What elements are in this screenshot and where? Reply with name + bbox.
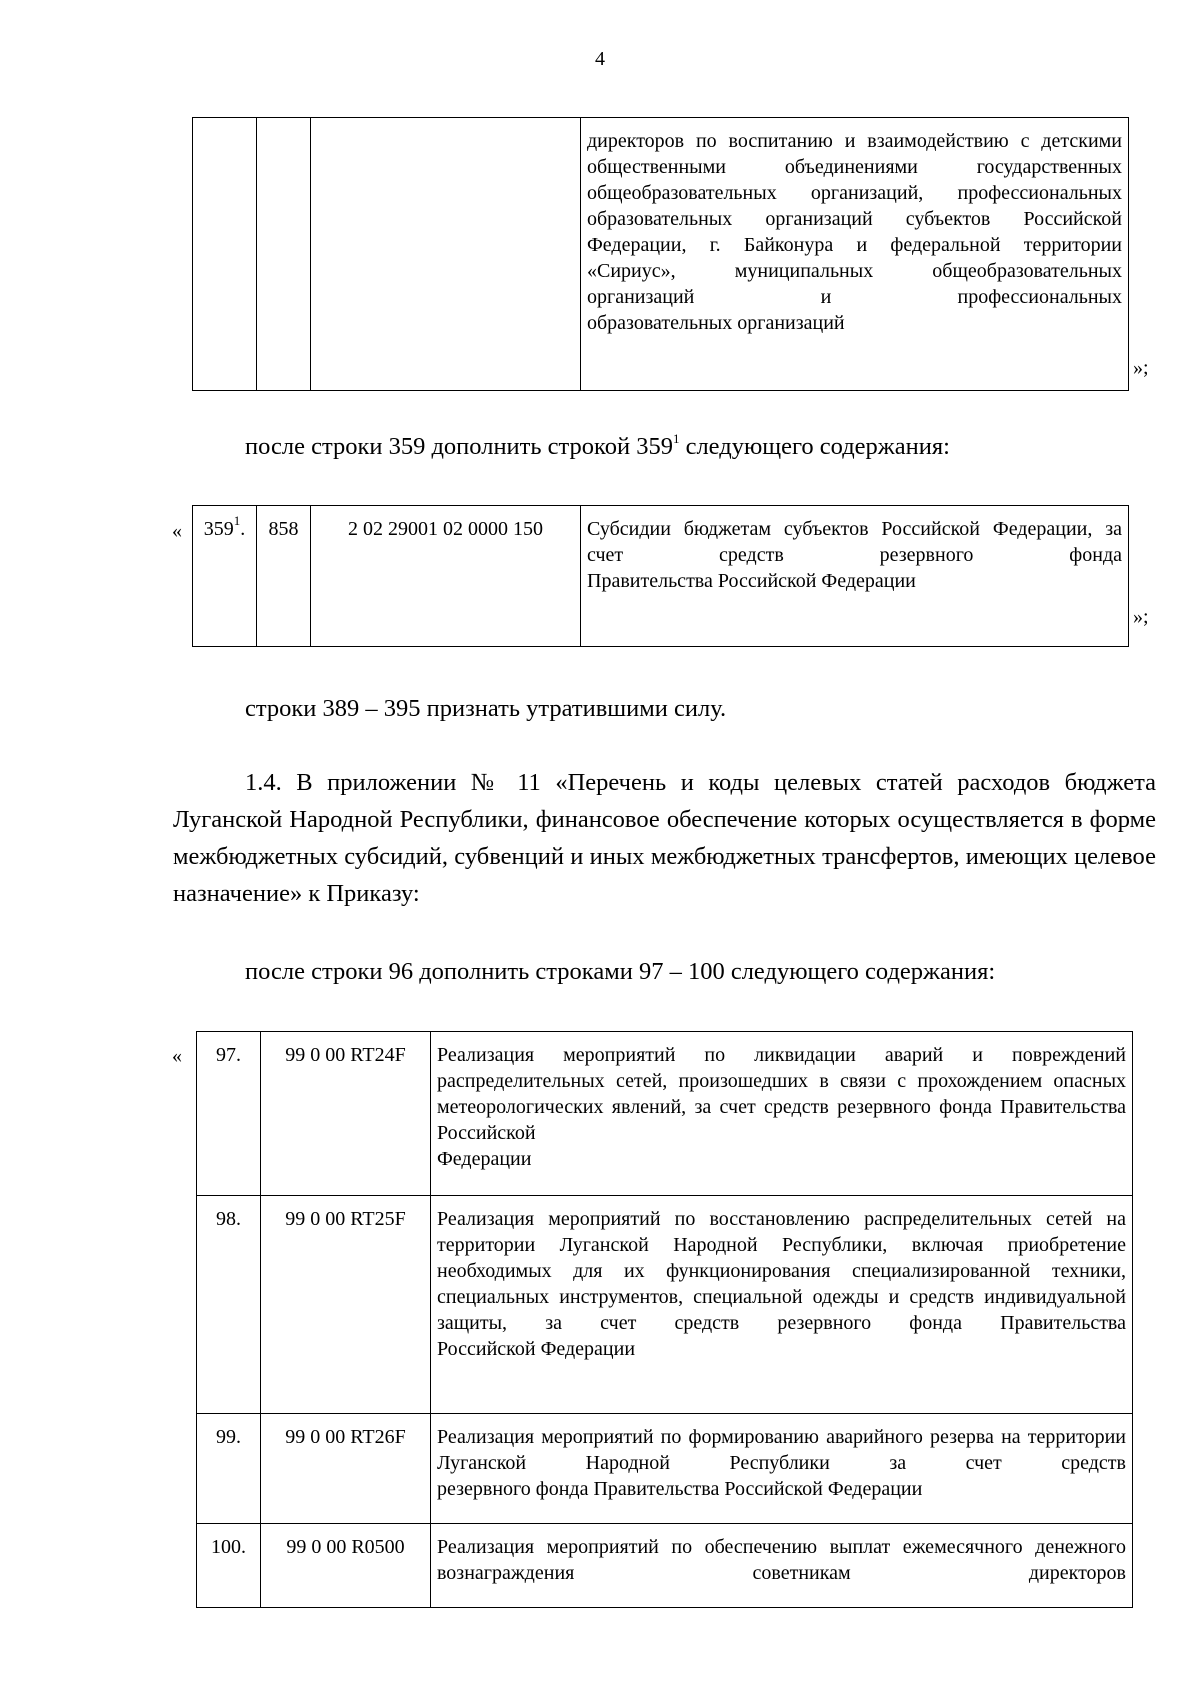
text-line: с детскими общественными объединениями <box>587 130 1123 178</box>
text-line: распределительных сетей, произошедших в связи <box>437 1070 886 1092</box>
text-line: организаций и профессиональных <box>587 286 1122 308</box>
row-number: 97. <box>197 1032 261 1196</box>
section-paragraph: 1.4. В приложении № 11 «Перечень и коды целевых статей расходов бюджета Луганской Народной Республики, финансовое обеспечение которых осуществляется в форме межбюджетных субсидий, субвенций и иных межбюджетных трансфертов, имеющих целевое назначение» к Приказу: <box>173 769 1156 907</box>
budget-code: 2 02 29001 02 0000 150 <box>311 506 581 647</box>
table-cell-empty <box>257 118 311 391</box>
table-row <box>193 506 1129 647</box>
text-line: государственных общеобразовательных <box>587 156 1122 204</box>
row-number: 98. <box>197 1196 261 1414</box>
text-line: функционирования специализированной техники, специальных <box>437 1260 1127 1308</box>
article-code: 99 0 00 R0500 <box>261 1524 431 1608</box>
text-line: организаций субъектов Российской Федерации, <box>587 208 1123 256</box>
table-cell-empty <box>311 118 581 391</box>
admin-code: 858 <box>257 506 311 647</box>
text-line: организаций, профессиональных образовательных <box>587 182 1122 230</box>
text-line: образовательных организаций <box>587 312 845 334</box>
row-number: 99. <box>197 1414 261 1524</box>
table-row <box>197 1414 1133 1524</box>
table-cell-text <box>431 1196 1133 1414</box>
text-line: распределительных сетей на территории Луганской Народной <box>437 1208 1126 1256</box>
table-row <box>197 1196 1133 1414</box>
text-line: защиты, за счет средств резервного фонда Правительства <box>437 1312 1126 1334</box>
row-number: $359^1$. <box>193 506 257 647</box>
text-line: г. Байконура и федеральной территории <box>709 234 1122 256</box>
text-line: средств резервного фонда Правительства Российской <box>437 1096 1127 1144</box>
table-cell-text <box>431 1524 1133 1608</box>
opening-quote: « <box>172 1045 182 1067</box>
text-line: Субсидии бюджетам субъектов Российской <box>587 518 980 540</box>
table-row <box>197 1524 1133 1608</box>
table-row <box>193 118 1129 391</box>
text-line: директоров по воспитанию и взаимодействию <box>587 130 1009 152</box>
instruction-paragraph: после строки 96 дополнить строками 97 – 100 следующего содержания: <box>245 958 996 985</box>
text-line: Российской Федерации <box>437 1338 636 1360</box>
repeal-paragraph: строки 389 – 395 признать утратившими силу. <box>245 695 727 722</box>
article-code: 99 0 00 RT25F <box>261 1196 431 1414</box>
text-line: Федерации <box>437 1148 532 1170</box>
table-cell-empty <box>193 118 257 391</box>
insert-row-table <box>192 505 1129 647</box>
text-line: Реализация мероприятий по обеспечению выплат ежемесячного <box>437 1536 1023 1558</box>
instruction-paragraph: после строки 359 дополнить строкой $359^1$ следующего содержания: <box>245 430 950 460</box>
table-row <box>197 1032 1133 1196</box>
text-line: инструментов, специальной одежды и средств индивидуальной <box>559 1286 1127 1308</box>
article-code: 99 0 00 RT26F <box>261 1414 431 1524</box>
table-cell-text <box>581 506 1129 647</box>
target-items-table <box>196 1031 1133 1608</box>
text-line: Федерации, за счет средств резервного фонда <box>587 518 1123 566</box>
closing-quote: »; <box>1133 357 1149 379</box>
article-code: 99 0 00 RT24F <box>261 1032 431 1196</box>
table-cell-text <box>431 1032 1133 1196</box>
continuation-table <box>192 117 1129 391</box>
text-line: денежного вознаграждения советникам директоров <box>437 1536 1126 1584</box>
opening-quote: « <box>172 520 182 542</box>
text-line: Реализация мероприятий по ликвидации аварий и повреждений <box>437 1044 1126 1066</box>
text-line: Реализация мероприятий по восстановлению <box>437 1208 851 1230</box>
closing-quote: »; <box>1133 606 1149 628</box>
row-number: 100. <box>197 1524 261 1608</box>
text-line: «Сириус», муниципальных общеобразовательных <box>587 260 1122 282</box>
page-number: 4 <box>595 48 605 70</box>
text-line: Республики, включая приобретение необходимых для их <box>437 1234 1126 1282</box>
text-line: резервного фонда Правительства Российской Федерации <box>437 1478 923 1500</box>
text-line: на территории Луганской Народной Республики за счет средств <box>437 1426 1126 1474</box>
table-cell-text <box>581 118 1129 391</box>
text-line: Реализация мероприятий по формированию аварийного резерва <box>437 1426 994 1448</box>
superscript: 1 <box>672 430 680 446</box>
text-line: Правительства Российской Федерации <box>587 570 916 592</box>
text-line: с прохождением опасных метеорологических явлений, за счет <box>437 1070 1127 1118</box>
table-cell-text <box>431 1414 1133 1524</box>
